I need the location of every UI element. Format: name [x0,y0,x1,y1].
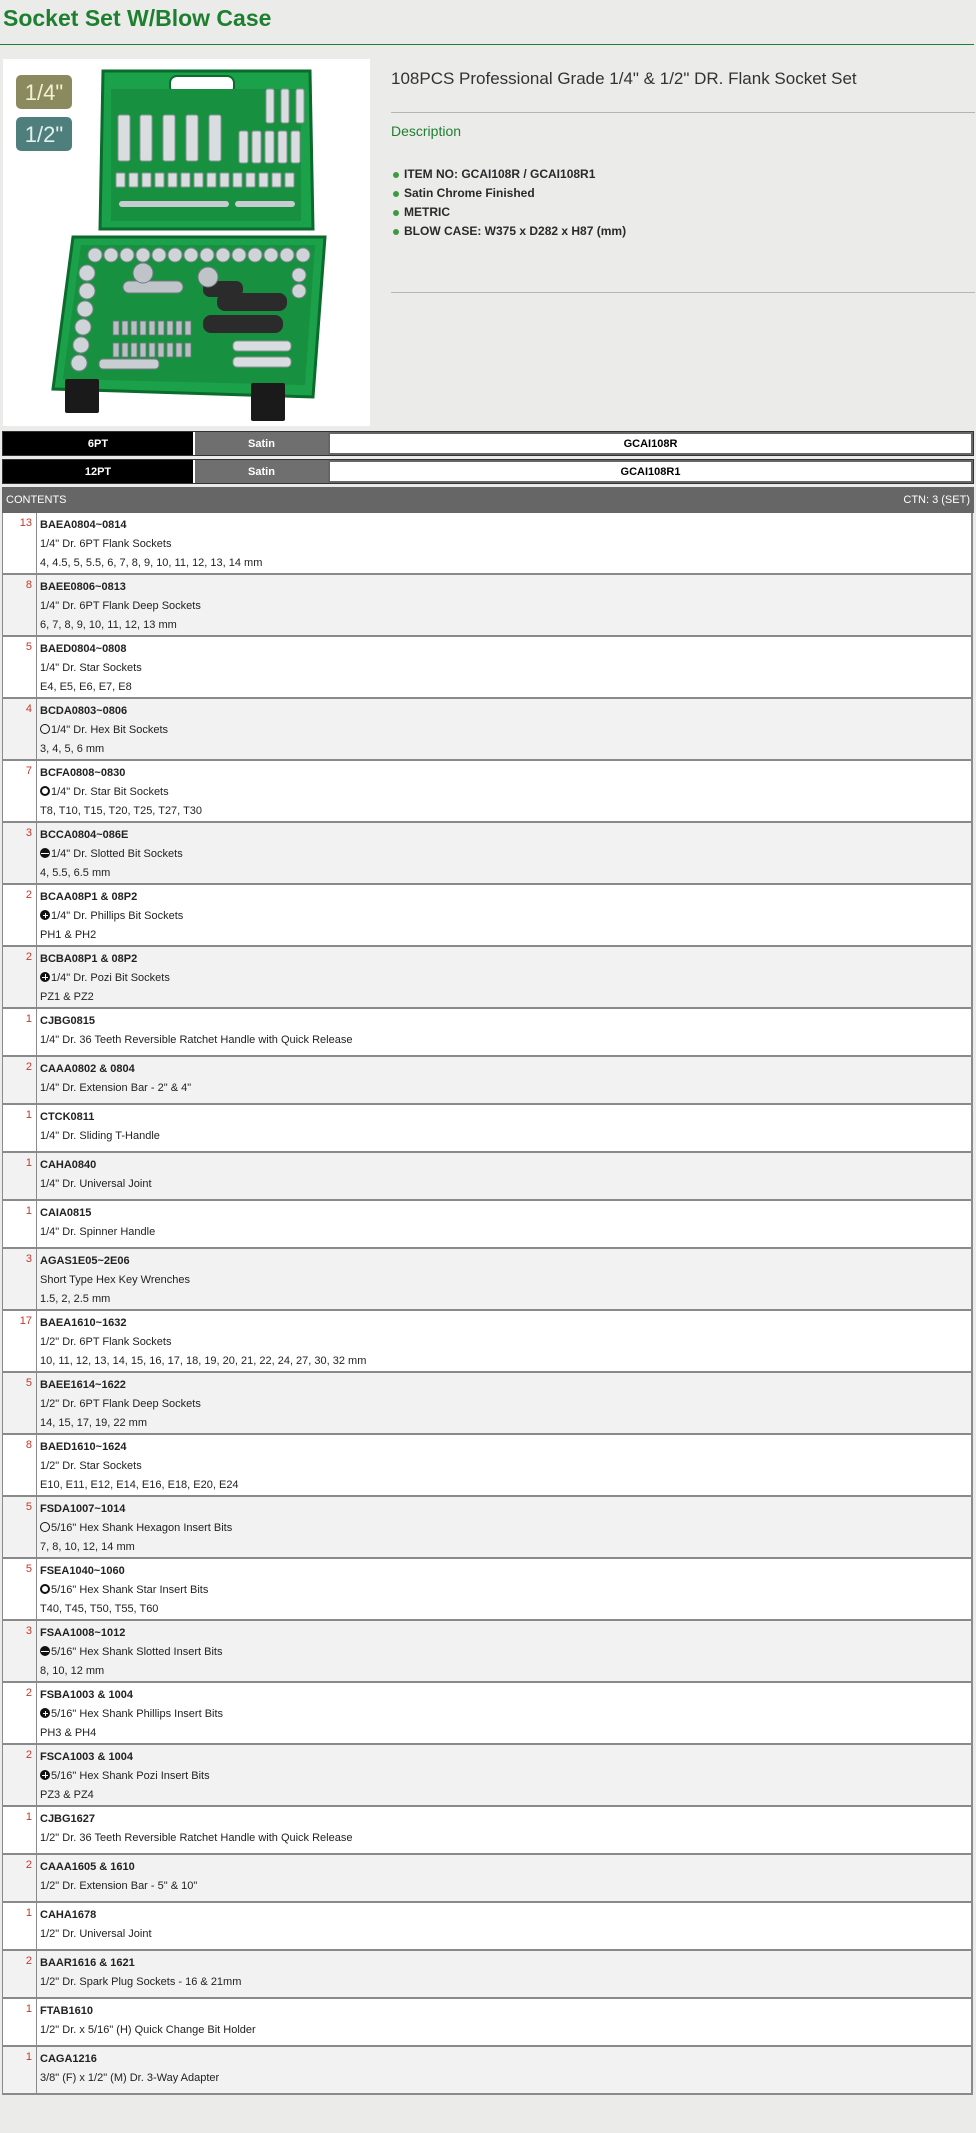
item-description-line [40,1925,971,1944]
item-code: BAEA0804~0814 [40,519,127,531]
item-description-line [40,1175,971,1194]
item-quantity: 5 [3,1497,37,1557]
item-quantity: 1 [3,1201,37,1247]
item-description: 1/4" Dr. Star Sockets [40,662,142,674]
hex-tip-icon [40,724,50,734]
item-description-line [40,1395,971,1414]
item-description: 1/4" Dr. Hex Bit Sockets [51,724,169,736]
item-quantity: 2 [3,1057,37,1103]
star-tip-icon [40,1584,50,1594]
item-description-line [40,721,971,740]
socket-set-case-illustration [3,59,370,426]
item-quantity: 13 [3,513,37,573]
product-name: 108PCS Professional Grade 1/4" & 1/2" DR. Flank Socket Set [391,69,857,88]
item-quantity: 17 [3,1311,37,1371]
item-description-line [40,1079,971,1098]
item-description-line [40,1519,971,1538]
contents-row [2,1683,973,1745]
item-description: 1/2" Dr. Spark Plug Sockets - 16 & 21mm [40,1976,242,1988]
item-sizes: PZ1 & PZ2 [40,991,94,1003]
item-description-line [40,1877,971,1896]
item-description: 1/2" Dr. Extension Bar - 5" & 10" [40,1880,198,1892]
item-description-line [40,1127,971,1146]
item-description: 1/4" Dr. Universal Joint [40,1178,152,1190]
item-code: CJBG0815 [40,1015,96,1027]
item-code: CAAA0802 & 0804 [40,1063,135,1075]
item-description: 1/4" Dr. Phillips Bit Sockets [51,910,184,922]
item-quantity: 2 [3,1683,37,1743]
item-code: BAEA1610~1632 [40,1317,127,1329]
item-sizes: E4, E5, E6, E7, E8 [40,681,132,693]
contents-row [2,1621,973,1683]
contents-row [2,947,973,1009]
item-quantity: 2 [3,1855,37,1901]
item-sizes: 14, 15, 17, 19, 22 mm [40,1417,148,1429]
contents-row [2,1999,973,2047]
feature-item: ITEM NO: GCAI108R / GCAI108R1 [391,165,975,184]
contents-row [2,1855,973,1903]
item-code: BCCA0804~086E [40,829,129,841]
item-details [37,1683,971,1743]
item-description: 1/4" Dr. Spinner Handle [40,1226,156,1238]
item-description-line [40,2069,971,2088]
item-description: 1/4" Dr. Pozi Bit Sockets [51,972,170,984]
item-details [37,1807,971,1853]
item-details [37,1435,971,1495]
variant-finish: Satin [193,460,328,483]
item-description-line [40,1829,971,1848]
badge-half-inch: 1/2" [24,122,64,147]
divider [391,112,975,113]
item-quantity: 2 [3,1951,37,1997]
item-description-line [40,845,971,864]
item-details [37,1559,971,1619]
item-code: CAHA0840 [40,1159,97,1171]
contents-title: CONTENTS [6,494,67,506]
feature-item: BLOW CASE: W375 x D282 x H87 (mm) [391,222,975,241]
item-code: BAEE1614~1622 [40,1379,126,1391]
item-details [37,637,971,697]
contents-row [2,1903,973,1951]
item-sizes: 6, 7, 8, 9, 10, 11, 12, 13 mm [40,619,177,631]
contents-row [2,1559,973,1621]
variant-code: GCAI108R [328,432,973,455]
item-sizes: 8, 10, 12 mm [40,1665,105,1677]
feature-item: Satin Chrome Finished [391,184,975,203]
item-sizes: 4, 5.5, 6.5 mm [40,867,111,879]
item-description-line [40,1031,971,1050]
item-code: FTAB1610 [40,2005,93,2017]
item-description: 1/4" Dr. Slotted Bit Sockets [51,848,183,860]
item-description-line [40,1705,971,1724]
star-tip-icon [40,786,50,796]
item-description: 1/2" Dr. x 5/16" (H) Quick Change Bit Holder [40,2024,256,2036]
item-quantity: 1 [3,1009,37,1055]
item-quantity: 5 [3,637,37,697]
contents-row [2,1105,973,1153]
product-header [0,53,976,431]
item-details [37,1903,971,1949]
item-description-line [40,1973,971,1992]
item-code: FSBA1003 & 1004 [40,1689,133,1701]
item-sizes: PH1 & PH2 [40,929,97,941]
item-details [37,699,971,759]
item-description-line [40,597,971,616]
item-sizes: 4, 4.5, 5, 5.5, 6, 7, 8, 9, 10, 11, 12, 13, 14 mm [40,557,263,569]
page-title: Socket Set W/Blow Case [3,5,272,31]
product-info [391,53,975,293]
contents-row [2,1153,973,1201]
contents-row [2,575,973,637]
pozi-tip-icon [40,972,50,982]
item-sizes: 3, 4, 5, 6 mm [40,743,105,755]
item-code: BAED1610~1624 [40,1441,127,1453]
item-details [37,575,971,635]
item-quantity: 1 [3,1999,37,2045]
pozi-tip-icon [40,1770,50,1780]
item-code: BAED0804~0808 [40,643,127,655]
item-description-line [40,907,971,926]
item-description-line [40,1767,971,1786]
contents-row [2,2047,973,2095]
slotted-tip-icon [40,848,50,858]
contents-row [2,1311,973,1373]
item-code: CAAA1605 & 1610 [40,1861,135,1873]
item-quantity: 7 [3,761,37,821]
item-quantity: 3 [3,1249,37,1309]
item-description: 1/2" Dr. 6PT Flank Sockets [40,1336,172,1348]
item-description: 1/4" Dr. Sliding T-Handle [40,1130,160,1142]
item-details [37,1105,971,1151]
carton-quantity: CTN: 3 (SET) [903,494,970,506]
item-details [37,1999,971,2045]
item-quantity: 2 [3,1745,37,1805]
contents-row [2,885,973,947]
item-description-line [40,2021,971,2040]
contents-row [2,1951,973,1999]
item-quantity: 2 [3,947,37,1007]
item-sizes: E10, E11, E12, E14, E16, E18, E20, E24 [40,1479,239,1491]
item-sizes: 10, 11, 12, 13, 14, 15, 16, 17, 18, 19, 20, 21, 22, 24, 27, 30, 32 mm [40,1355,367,1367]
divider [391,292,975,293]
item-description: 5/16" Hex Shank Star Insert Bits [51,1584,209,1596]
contents-row [2,513,973,575]
item-sizes: PZ3 & PZ4 [40,1789,94,1801]
contents-row [2,761,973,823]
item-details [37,823,971,883]
item-details [37,1621,971,1681]
item-description: 3/8" (F) x 1/2" (M) Dr. 3-Way Adapter [40,2072,220,2084]
item-code: AGAS1E05~2E06 [40,1255,130,1267]
item-code: CAHA1678 [40,1909,97,1921]
item-description: 1/4" Dr. Star Bit Sockets [51,786,169,798]
item-quantity: 3 [3,823,37,883]
item-quantity: 5 [3,1373,37,1433]
item-description-line [40,783,971,802]
item-details [37,885,971,945]
item-details [37,1201,971,1247]
item-description: 1/2" Dr. 36 Teeth Reversible Ratchet Handle with Quick Release [40,1832,353,1844]
contents-row [2,1807,973,1855]
item-details [37,1951,971,1997]
item-code: CTCK0811 [40,1111,95,1123]
item-code: CJBG1627 [40,1813,96,1825]
item-description: 5/16" Hex Shank Pozi Insert Bits [51,1770,210,1782]
item-code: BCBA08P1 & 08P2 [40,953,138,965]
hex-tip-icon [40,1522,50,1532]
item-details [37,1745,971,1805]
contents-header [2,487,974,513]
variant-point: 6PT [3,432,193,455]
phillips-tip-icon [40,1708,50,1718]
item-quantity: 1 [3,1153,37,1199]
contents-row [2,1057,973,1105]
item-sizes: 7, 8, 10, 12, 14 mm [40,1541,135,1553]
title-divider [0,44,974,45]
item-description-line [40,1643,971,1662]
item-description: 1/2" Dr. 6PT Flank Deep Sockets [40,1398,201,1410]
contents-list [0,513,976,2095]
item-sizes: T8, T10, T15, T20, T25, T27, T30 [40,805,203,817]
description-heading: Description [391,123,462,139]
variant-row [2,459,974,484]
item-description-line [40,659,971,678]
item-quantity: 2 [3,885,37,945]
variant-finish: Satin [193,432,328,455]
item-details [37,1153,971,1199]
item-description-line [40,535,971,554]
item-quantity: 1 [3,2047,37,2093]
item-details [37,1855,971,1901]
item-details [37,761,971,821]
item-details [37,1373,971,1433]
item-code: CAIA0815 [40,1207,92,1219]
item-code: BCDA0803~0806 [40,705,128,717]
phillips-tip-icon [40,910,50,920]
item-details [37,1497,971,1557]
item-description: 1/4" Dr. 6PT Flank Sockets [40,538,172,550]
item-details [37,513,971,573]
item-details [37,947,971,1007]
variant-point: 12PT [3,460,193,483]
item-code: BCAA08P1 & 08P2 [40,891,138,903]
item-code: FSAA1008~1012 [40,1627,126,1639]
item-sizes: 1.5, 2, 2.5 mm [40,1293,111,1305]
product-image [3,59,370,426]
item-sizes: T40, T45, T50, T55, T60 [40,1603,159,1615]
feature-list [391,165,975,241]
contents-row [2,1745,973,1807]
item-description: 1/4" Dr. Extension Bar - 2" & 4" [40,1082,192,1094]
item-code: BCFA0808~0830 [40,767,126,779]
item-quantity: 1 [3,1105,37,1151]
item-description: 5/16" Hex Shank Hexagon Insert Bits [51,1522,233,1534]
contents-row [2,1249,973,1311]
item-description-line [40,969,971,988]
item-description: 1/4" Dr. 6PT Flank Deep Sockets [40,600,201,612]
item-description: 5/16" Hex Shank Slotted Insert Bits [51,1646,223,1658]
item-details [37,1311,971,1371]
item-code: BAAR1616 & 1621 [40,1957,135,1969]
item-description-line [40,1223,971,1242]
item-description-line [40,1333,971,1352]
item-details [37,1057,971,1103]
item-description-line [40,1581,971,1600]
variant-row [2,431,974,456]
item-description: 1/4" Dr. 36 Teeth Reversible Ratchet Handle with Quick Release [40,1034,353,1046]
contents-row [2,637,973,699]
item-code: BAEE0806~0813 [40,581,126,593]
contents-row [2,1497,973,1559]
badge-quarter-inch: 1/4" [24,80,64,105]
variant-code: GCAI108R1 [328,460,973,483]
item-details [37,1249,971,1309]
item-quantity: 8 [3,1435,37,1495]
item-quantity: 1 [3,1903,37,1949]
item-description-line [40,1271,971,1290]
contents-row [2,823,973,885]
contents-row [2,1435,973,1497]
contents-row [2,699,973,761]
item-quantity: 1 [3,1807,37,1853]
item-code: CAGA1216 [40,2053,97,2065]
item-details [37,2047,971,2093]
item-code: FSCA1003 & 1004 [40,1751,133,1763]
item-code: FSDA1007~1014 [40,1503,126,1515]
item-quantity: 5 [3,1559,37,1619]
contents-row [2,1373,973,1435]
item-details [37,1009,971,1055]
slotted-tip-icon [40,1646,50,1656]
item-description: 1/2" Dr. Star Sockets [40,1460,142,1472]
item-description: Short Type Hex Key Wrenches [40,1274,190,1286]
item-quantity: 3 [3,1621,37,1681]
item-description: 1/2" Dr. Universal Joint [40,1928,152,1940]
item-description-line [40,1457,971,1476]
feature-item: METRIC [391,203,975,222]
contents-row [2,1009,973,1057]
item-code: FSEA1040~1060 [40,1565,125,1577]
item-quantity: 8 [3,575,37,635]
contents-row [2,1201,973,1249]
item-sizes: PH3 & PH4 [40,1727,97,1739]
item-description: 5/16" Hex Shank Phillips Insert Bits [51,1708,224,1720]
item-quantity: 4 [3,699,37,759]
